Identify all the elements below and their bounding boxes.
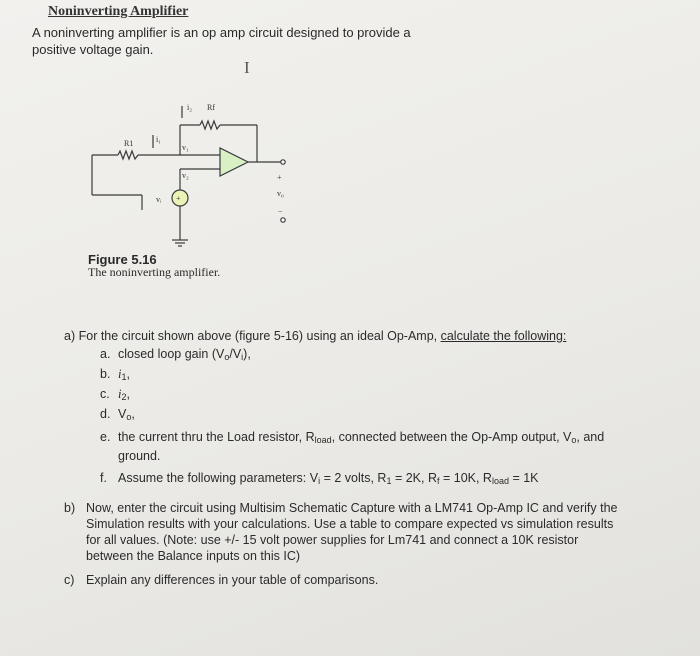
page-title: Noninverting Amplifier	[48, 4, 189, 19]
question-b-line: for all values. (Note: use +/- 15 volt power supplies for Lm741 and connect a 10K resistor	[86, 533, 579, 547]
question-a-marker: a)	[64, 329, 76, 343]
r1-label: R1	[124, 139, 134, 148]
question-b	[64, 500, 674, 564]
vo-label: v₀	[277, 189, 284, 198]
v2-label: v₂	[182, 171, 189, 180]
question-b-line: Now, enter the circuit using Multisim Schematic Capture with a LM741 Op-Amp IC and verify the	[86, 501, 618, 515]
noninverting-amplifier-circuit	[82, 98, 312, 250]
question-b-line: Simulation results with your calculations. Use a table to compare expected vs simulation results	[86, 517, 614, 531]
rf-resistor	[200, 121, 220, 129]
output-plus-label: +	[277, 173, 282, 182]
item-a: a. closed loop gain $(V_o/V_i)$,	[100, 347, 251, 362]
figure-caption-title: Figure 5.16	[88, 252, 157, 267]
rf-label: Rf	[207, 103, 215, 112]
question-a	[64, 328, 566, 344]
intro-text: A noninverting amplifier is an op amp circuit designed to provide a positive voltage gain.	[32, 25, 411, 57]
item-e: e. the current thru the Load resistor, $R_{load}$, connected between the Op-Amp output, $V_o$, and ground.	[100, 430, 605, 463]
text-cursor-icon: I	[244, 58, 250, 77]
question-b-line: between the Balance inputs on this IC)	[86, 549, 301, 563]
question-c	[64, 572, 378, 588]
question-c-text: Explain any differences in your table of comparisons.	[86, 573, 379, 587]
vi-label: vᵢ	[156, 195, 162, 204]
item-a-marker: a.	[100, 347, 111, 361]
question-c-marker: c)	[64, 573, 75, 587]
question-a-text: For the circuit shown above (figure 5-16) using an ideal Op-Amp,	[78, 329, 438, 343]
question-b-marker: b)	[64, 501, 76, 515]
output-minus-label: −	[278, 207, 283, 216]
r1-resistor	[118, 151, 138, 159]
i2-label: i₂	[187, 103, 193, 112]
i1-label: i₁	[156, 135, 162, 144]
item-f: f. Assume the following parameters: $V_i = 2$ volts, $R_1 = 2K$, $R_f = 10K$, $R_{load} = 1K$	[100, 471, 539, 486]
v1-label: v₁	[182, 143, 189, 152]
op-amp-symbol	[220, 148, 248, 176]
question-a-link: calculate the following:	[440, 329, 567, 343]
figure-caption-text: The noninverting amplifier.	[88, 265, 221, 279]
item-d: d. $V_o$,	[100, 407, 135, 422]
item-c: c. $i_2$,	[100, 387, 130, 402]
source-plus-label: +	[176, 194, 181, 203]
item-b: b. $i_1$,	[100, 367, 130, 382]
